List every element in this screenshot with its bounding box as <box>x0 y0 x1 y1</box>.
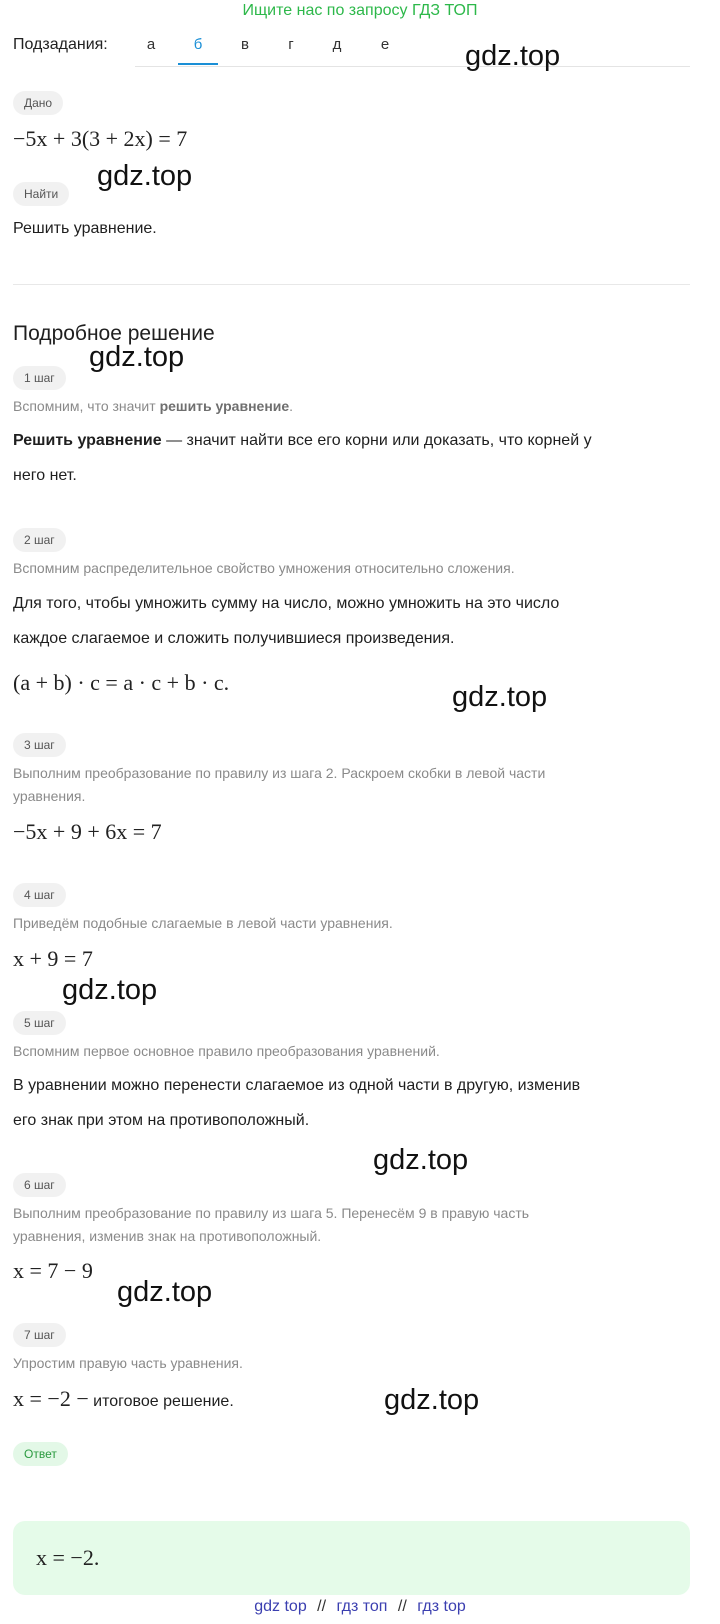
answer-formula: x = −2. <box>36 1545 100 1570</box>
watermark: gdz.top <box>89 341 185 373</box>
tab-a[interactable]: а <box>146 36 156 53</box>
step-7-note: итоговое решение. <box>88 1393 234 1410</box>
footer-links <box>0 1598 720 1616</box>
subtasks-label: Подзадания: <box>13 36 108 53</box>
footer-link-gdz-top-mixed[interactable]: гдз top <box>417 1598 466 1615</box>
step-2-badge: 2 шаг <box>13 528 66 552</box>
step-3-badge: 3 шаг <box>13 733 66 757</box>
find-text: Решить уравнение. <box>13 220 157 237</box>
step-2-formula: (a + b) · c = a · c + b · c. <box>13 670 230 695</box>
watermark: gdz.top <box>117 1276 213 1308</box>
step-6-formula: x = 7 − 9 <box>13 1258 93 1283</box>
footer-separator: // <box>397 1598 407 1615</box>
watermark: gdz.top <box>373 1144 469 1176</box>
solution-title: Подробное решение <box>13 322 215 345</box>
step-6-badge: 6 шаг <box>13 1173 66 1197</box>
tab-e[interactable]: е <box>380 36 390 53</box>
search-banner: Ищите нас по запросу ГДЗ ТОП <box>242 2 478 19</box>
step-1-body: Решить уравнение — значит найти все его корни или доказать, что корней у него нет. <box>13 432 592 484</box>
subtask-tabs <box>135 28 690 67</box>
step-4-formula: x + 9 = 7 <box>13 946 93 971</box>
footer-link-gdz-top-ru[interactable]: гдз топ <box>336 1598 388 1615</box>
watermark: gdz.top <box>97 160 193 192</box>
step-5-hint: Вспомним первое основное правило преобразования уравнений. <box>13 1043 440 1059</box>
find-badge: Найти <box>13 182 69 206</box>
tab-g[interactable]: г <box>288 36 294 53</box>
watermark: gdz.top <box>62 974 158 1006</box>
step-6-hint: Выполним преобразование по правилу из шага 5. Перенесём 9 в правую часть уравнения, изменив знак на противоположный. <box>13 1205 530 1244</box>
step-3-hint: Выполним преобразование по правилу из шага 2. Раскроем скобки в левой части уравнения. <box>13 765 546 804</box>
step-7-badge: 7 шаг <box>13 1323 66 1347</box>
step-7-result <box>13 1386 234 1412</box>
watermark: gdz.top <box>465 40 561 72</box>
step-5-badge: 5 шаг <box>13 1011 66 1035</box>
step-4-badge: 4 шаг <box>13 883 66 907</box>
step-1-hint: Вспомним, что значит решить уравнение. <box>13 398 294 414</box>
footer-link-gdz-top[interactable]: gdz top <box>254 1598 307 1615</box>
step-4-hint: Приведём подобные слагаемые в левой части уравнения. <box>13 915 393 931</box>
step-7-hint: Упростим правую часть уравнения. <box>13 1355 243 1371</box>
divider <box>13 284 690 285</box>
step-3-formula: −5x + 9 + 6x = 7 <box>13 819 162 844</box>
answer-box <box>13 1521 690 1595</box>
footer-separator: // <box>317 1598 327 1615</box>
tab-v[interactable]: в <box>241 36 249 53</box>
step-2-hint: Вспомним распределительное свойство умножения относительно сложения. <box>13 560 515 576</box>
step-2-body: Для того, чтобы умножить сумму на число, можно умножить на это число каждое слагаемое и сложить получившиеся произведения. <box>13 595 560 647</box>
answer-badge: Ответ <box>13 1442 68 1466</box>
watermark: gdz.top <box>452 681 548 713</box>
step-5-body: В уравнении можно перенести слагаемое из одной части в другую, изменив его знак при этом на противоположный. <box>13 1077 581 1129</box>
given-badge: Дано <box>13 91 63 115</box>
tab-d[interactable]: д <box>332 36 342 53</box>
watermark: gdz.top <box>384 1384 480 1416</box>
step-1-badge: 1 шаг <box>13 366 66 390</box>
step-7-formula: x = −2 − <box>13 1386 89 1411</box>
given-equation: −5x + 3(3 + 2x) = 7 <box>13 126 188 151</box>
tab-b[interactable]: б <box>178 28 218 65</box>
